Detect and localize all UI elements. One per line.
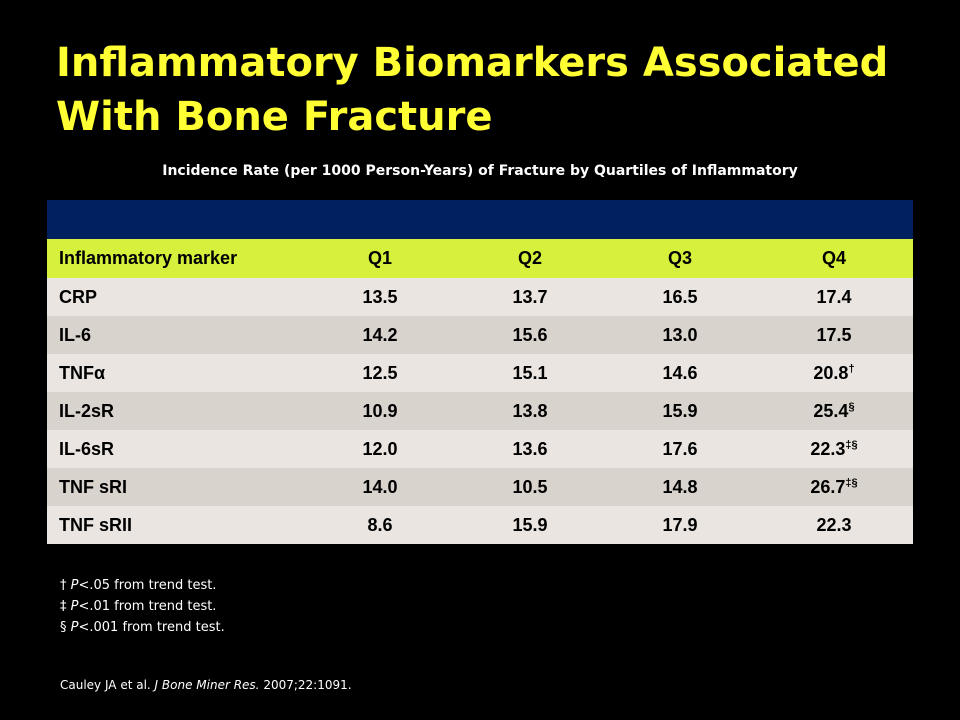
q4-value: 25.4 bbox=[813, 400, 849, 421]
q4-value: 26.7 bbox=[810, 476, 846, 497]
table-header-band bbox=[47, 200, 913, 239]
q4-cell bbox=[755, 316, 913, 354]
marker-cell: IL-6 bbox=[59, 324, 92, 345]
footnote-section: § P<.001 from trend test. bbox=[60, 620, 225, 635]
q3-cell: 13.0 bbox=[662, 324, 698, 345]
column-header-q1: Q1 bbox=[367, 248, 392, 268]
q2-cell: 15.6 bbox=[512, 324, 548, 345]
q4-cell bbox=[755, 468, 913, 506]
q4-value: 17.4 bbox=[816, 286, 852, 307]
footnotes bbox=[60, 575, 225, 638]
footnote-double-dagger: ‡ P<.01 from trend test. bbox=[60, 599, 217, 614]
column-header-q2: Q2 bbox=[517, 248, 542, 268]
table-caption: Incidence Rate (per 1000 Person-Years) of Fracture by Quartiles of Inflammatory bbox=[162, 163, 798, 179]
q3-cell: 14.8 bbox=[662, 476, 698, 497]
q2-cell: 13.8 bbox=[512, 400, 548, 421]
marker-cell: IL-2sR bbox=[59, 400, 115, 421]
q4-value: 17.5 bbox=[816, 324, 852, 345]
table-row bbox=[47, 316, 913, 354]
data-table-container bbox=[47, 200, 913, 544]
table-row bbox=[47, 278, 913, 316]
q2-cell: 13.7 bbox=[512, 286, 548, 307]
q3-cell: 17.6 bbox=[662, 438, 698, 459]
q2-cell: 15.1 bbox=[512, 362, 548, 383]
significance-mark: † bbox=[848, 362, 855, 375]
q4-cell bbox=[755, 506, 913, 544]
q4-value: 22.3 bbox=[810, 438, 846, 459]
column-header-marker: Inflammatory marker bbox=[59, 248, 238, 268]
column-header-q4: Q4 bbox=[821, 248, 846, 268]
q1-cell: 10.9 bbox=[362, 400, 398, 421]
column-header-q3: Q3 bbox=[667, 248, 692, 268]
significance-mark: § bbox=[848, 400, 855, 413]
q2-cell: 15.9 bbox=[512, 514, 548, 535]
q4-cell bbox=[755, 392, 913, 430]
table-row bbox=[47, 354, 913, 392]
q4-value: 20.8 bbox=[813, 362, 849, 383]
q3-cell: 17.9 bbox=[662, 514, 698, 535]
q4-cell bbox=[755, 354, 913, 392]
q4-value: 22.3 bbox=[816, 514, 852, 535]
footnote-dagger: † P<.05 from trend test. bbox=[60, 578, 217, 593]
table-row bbox=[47, 430, 913, 468]
q1-cell: 14.2 bbox=[362, 324, 398, 345]
fracture-incidence-table bbox=[47, 239, 913, 544]
marker-cell: CRP bbox=[59, 286, 98, 307]
q3-cell: 14.6 bbox=[662, 362, 698, 383]
marker-cell: TNFα bbox=[59, 362, 106, 383]
table-header-row bbox=[47, 239, 913, 278]
significance-mark: ‡§ bbox=[845, 476, 858, 489]
q1-cell: 12.0 bbox=[362, 438, 398, 459]
marker-cell: TNF sRII bbox=[59, 514, 133, 535]
q4-cell bbox=[755, 278, 913, 316]
q3-cell: 16.5 bbox=[662, 286, 698, 307]
table-row bbox=[47, 392, 913, 430]
significance-mark: ‡§ bbox=[845, 438, 858, 451]
table-row bbox=[47, 468, 913, 506]
q1-cell: 12.5 bbox=[362, 362, 398, 383]
table-row bbox=[47, 506, 913, 544]
citation: Cauley JA et al. J Bone Miner Res. 2007;22:1091. bbox=[60, 678, 352, 692]
marker-cell: TNF sRI bbox=[59, 476, 128, 497]
marker-cell: IL-6sR bbox=[59, 438, 115, 459]
q4-cell bbox=[755, 430, 913, 468]
slide-title: Inflammatory Biomarkers Associated With Bone Fracture bbox=[56, 40, 889, 140]
q1-cell: 13.5 bbox=[362, 286, 398, 307]
q1-cell: 14.0 bbox=[362, 476, 398, 497]
q2-cell: 10.5 bbox=[512, 476, 548, 497]
q3-cell: 15.9 bbox=[662, 400, 698, 421]
q2-cell: 13.6 bbox=[512, 438, 548, 459]
q1-cell: 8.6 bbox=[367, 514, 393, 535]
